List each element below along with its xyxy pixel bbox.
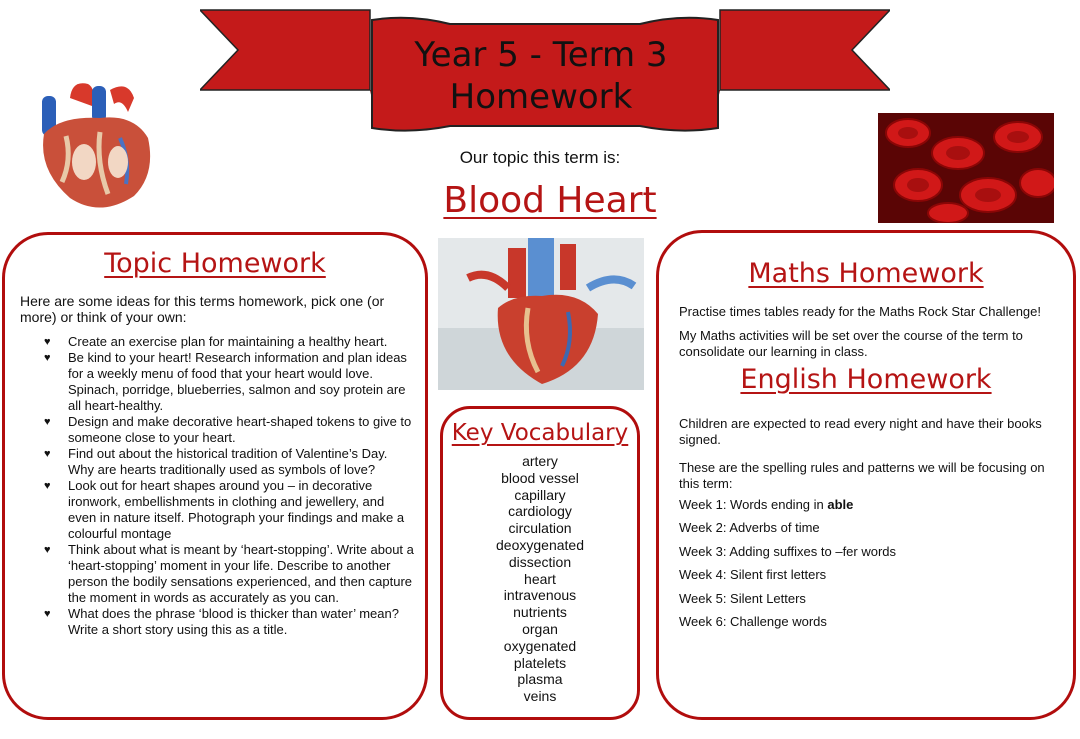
list-item: ♥ Look out for heart shapes around you – in decorative ironwork, embellishments in clothing and jewellery, and even in nature itself. Photograph your findings and make a colourful montage bbox=[44, 478, 416, 542]
english-paragraph: Children are expected to read every night and have their books signed. bbox=[679, 416, 1042, 447]
week-text: Week 5: Silent Letters bbox=[679, 590, 806, 606]
heart-model-image bbox=[438, 238, 644, 390]
vocab-word: heart bbox=[524, 570, 556, 587]
week-text: Week 2: Adverbs of time bbox=[679, 520, 820, 536]
week-text: Week 6: Challenge words bbox=[679, 613, 827, 629]
vocab-word: organ bbox=[522, 620, 558, 637]
topic-homework-intro: Here are some ideas for this terms homework, pick one (or more) or think of your own: bbox=[20, 293, 385, 325]
anatomical-heart-image bbox=[30, 78, 162, 222]
week-text: Week 1: Words ending in bbox=[679, 497, 828, 512]
banner-title bbox=[372, 34, 710, 118]
topic-intro: Our topic this term is: bbox=[459, 148, 621, 167]
maths-paragraph: Practise times tables ready for the Maths Rock Star Challenge! bbox=[679, 304, 1041, 319]
vocab-word: dissection bbox=[508, 553, 572, 570]
maths-homework-heading: Maths Homework bbox=[748, 258, 984, 289]
week-item bbox=[679, 497, 1059, 520]
vocab-word: oxygenated bbox=[503, 637, 577, 654]
maths-paragraph: My Maths activities will be set over the course of the term to consolidate our learning in class. bbox=[679, 328, 1023, 359]
key-vocabulary-list bbox=[440, 453, 640, 705]
week-item bbox=[679, 591, 1059, 614]
vocab-word: cardiology bbox=[508, 503, 572, 520]
week-item bbox=[679, 567, 1059, 590]
topic-homework-heading: Topic Homework bbox=[104, 248, 326, 279]
vocab-word: platelets bbox=[513, 654, 567, 671]
vocab-word: deoxygenated bbox=[496, 536, 584, 553]
vocab-word: artery bbox=[522, 453, 558, 469]
week-item bbox=[679, 614, 1059, 637]
key-vocabulary-heading: Key Vocabulary bbox=[451, 420, 629, 446]
topic-title: Blood Heart bbox=[443, 180, 657, 221]
vocab-word: intravenous bbox=[503, 587, 577, 604]
vocab-word: capillary bbox=[514, 486, 566, 503]
english-homework-heading: English Homework bbox=[740, 364, 992, 395]
vocab-word: blood vessel bbox=[501, 469, 579, 486]
week-item bbox=[679, 520, 1059, 543]
vocab-word: circulation bbox=[508, 520, 572, 537]
topic-homework-list bbox=[44, 334, 416, 638]
vocab-word: plasma bbox=[517, 671, 563, 688]
list-item: ♥ Find out about the historical tradition of Valentine’s Day. Why are hearts traditionally used as symbols of love? bbox=[44, 446, 416, 478]
banner-line-1: Year 5 - Term 3 bbox=[414, 35, 668, 75]
week-item bbox=[679, 544, 1059, 567]
list-item: ♥ Create an exercise plan for maintaining a healthy heart. bbox=[44, 334, 416, 350]
spelling-weeks-list bbox=[679, 497, 1059, 637]
list-item: ♥ Design and make decorative heart-shaped tokens to give to someone close to your heart. bbox=[44, 414, 416, 446]
vocab-word: veins bbox=[523, 688, 557, 705]
list-item: ♥ What does the phrase ‘blood is thicker than water’ mean? Write a short story using this as a title. bbox=[44, 606, 416, 638]
list-item: ♥ Be kind to your heart! Research information and plan ideas for a weekly menu of food that your heart would love. Spinach, porridge, blueberries, salmon and soy protein are all heart-healthy. bbox=[44, 350, 416, 414]
week-text: Week 3: Adding suffixes to –fer words bbox=[679, 543, 897, 559]
week-bold: able bbox=[827, 497, 854, 512]
blood-cells-image bbox=[878, 113, 1054, 223]
english-paragraph: These are the spelling rules and patterns we will be focusing on this term: bbox=[679, 460, 1045, 491]
vocab-word: nutrients bbox=[513, 604, 567, 621]
week-text: Week 4: Silent first letters bbox=[679, 567, 827, 583]
banner-line-2: Homework bbox=[449, 77, 633, 117]
list-item: ♥ Think about what is meant by ‘heart-stopping’. Write about a ‘heart-stopping’ moment in your life. Describe to another person the bodily sensations experienced, and then capture the moment in words as accurately as you can. bbox=[44, 542, 416, 606]
